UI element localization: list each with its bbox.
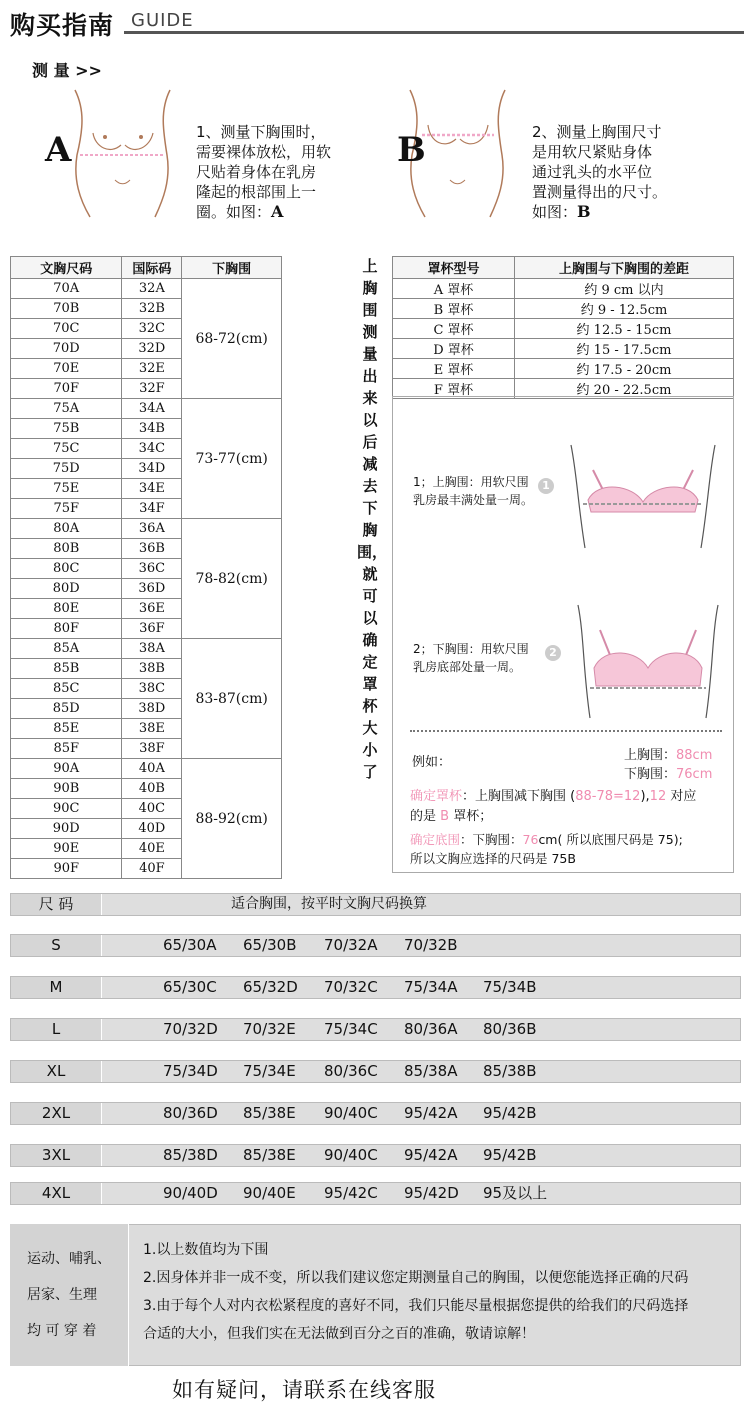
- size-bar: [10, 1102, 741, 1125]
- measure-section-label: 测 量 >>: [32, 61, 102, 80]
- notes-side-line: 运动、哺乳、: [27, 1251, 111, 1267]
- cup-example-text: [410, 787, 730, 827]
- cup-diff-cell: 约 9 - 12.5cm: [515, 299, 734, 319]
- bra-size-cell: 80B: [11, 539, 122, 559]
- measure-a-note: [196, 122, 366, 222]
- measure-a-line: 1、测量下胸围时，: [196, 123, 326, 141]
- bra-size-cell: 75B: [11, 419, 122, 439]
- band-example-result: 所以文胸应选择的尺码是 75B: [410, 851, 576, 866]
- bra-size-cell: 90F: [11, 859, 122, 879]
- intl-size-cell: 40F: [122, 859, 182, 879]
- size-bar-value: 95/42C: [324, 1184, 378, 1202]
- intl-size-cell: 34B: [122, 419, 182, 439]
- bra-size-cell: 75E: [11, 479, 122, 499]
- size-header-intl: 国际码: [122, 257, 182, 279]
- contact-customer-service: 如有疑问，请联系在线客服: [172, 1378, 436, 1402]
- step2-number-badge: 2: [545, 645, 561, 661]
- size-bar-label: 3XL: [11, 1145, 102, 1166]
- size-bar-label: 2XL: [11, 1103, 102, 1124]
- underbust-range-cell: 88-92(cm): [182, 759, 282, 879]
- size-bar-value: 90/40C: [324, 1104, 378, 1122]
- cup-header-type: 罩杯型号: [393, 257, 515, 279]
- intl-size-cell: 36F: [122, 619, 182, 639]
- size-bar-value: 85/38D: [163, 1146, 218, 1164]
- bra-size-cell: 75C: [11, 439, 122, 459]
- intl-size-cell: 32F: [122, 379, 182, 399]
- intl-size-cell: 38F: [122, 739, 182, 759]
- torso-a-illustration: [55, 85, 190, 220]
- measure-a-line: 隆起的根部围上一: [196, 183, 317, 201]
- intl-size-cell: 32A: [122, 279, 182, 299]
- bra-size-cell: 75A: [11, 399, 122, 419]
- size-bar-value: 65/30A: [163, 936, 217, 954]
- intl-size-cell: 34E: [122, 479, 182, 499]
- cup-diff-cell: 约 17.5 - 20cm: [515, 359, 734, 379]
- cup-row: [393, 299, 734, 319]
- measure-a-line: 尺贴着身体在乳房: [196, 163, 317, 181]
- size-bar-value: 95及以上: [483, 1184, 548, 1202]
- size-bar: [10, 934, 741, 957]
- size-bar-label: 尺 码: [11, 894, 102, 915]
- size-bar-label: 4XL: [11, 1183, 102, 1204]
- step2-text: [413, 640, 529, 676]
- bra-size-cell: 80C: [11, 559, 122, 579]
- size-bar-value: 70/32C: [324, 978, 378, 996]
- underbust-range-cell: 83-87(cm): [182, 639, 282, 759]
- size-bar-value: 85/38E: [243, 1146, 296, 1164]
- size-bar-value: 80/36D: [163, 1104, 218, 1122]
- step2-line: 2；下胸围：用软尺围: [413, 642, 529, 656]
- underbust-range-cell: 68-72(cm): [182, 279, 282, 399]
- cup-example-part: 对应: [666, 789, 697, 804]
- band-example-part: cm( 所以底围尺码是 75);: [538, 832, 683, 847]
- bra-lower-illustration: [568, 600, 728, 722]
- step1-text: [413, 473, 533, 509]
- cup-type-cell: D 罩杯: [393, 339, 515, 359]
- intl-size-cell: 32E: [122, 359, 182, 379]
- size-bar-label: XL: [11, 1061, 102, 1082]
- size-bar: [10, 1144, 741, 1167]
- measure-b-line: 置测量得出的尺寸。: [532, 183, 668, 201]
- measure-a-line: 需要裸体放松，用软: [196, 143, 332, 161]
- size-bar: [10, 893, 741, 916]
- intl-size-cell: 36B: [122, 539, 182, 559]
- measure-b-line: 是用软尺紧贴身体: [532, 143, 653, 161]
- bra-size-cell: 90C: [11, 799, 122, 819]
- cup-type-cell: C 罩杯: [393, 319, 515, 339]
- notes-line: 3.由于每个人对内衣松紧程度的喜好不同，我们只能尽量根据您提供的给我们的尺码选择: [143, 1298, 689, 1314]
- bra-size-cell: 70B: [11, 299, 122, 319]
- bra-size-cell: 80F: [11, 619, 122, 639]
- intl-size-cell: 38B: [122, 659, 182, 679]
- size-table: [10, 256, 282, 879]
- size-row: [11, 399, 282, 419]
- notes-list: [143, 1236, 738, 1348]
- measure-b-line: 通过乳头的水平位: [532, 163, 653, 181]
- size-bar-value: 75/34E: [243, 1062, 296, 1080]
- bra-size-cell: 90E: [11, 839, 122, 859]
- size-bar-value: 75/34C: [324, 1020, 378, 1038]
- intl-size-cell: 38E: [122, 719, 182, 739]
- bra-size-cell: 85E: [11, 719, 122, 739]
- size-bar-value: 80/36B: [483, 1020, 537, 1038]
- size-bar: [10, 1182, 741, 1205]
- cup-row: [393, 279, 734, 299]
- measure-a-ref: A: [271, 202, 284, 221]
- bra-size-cell: 70F: [11, 379, 122, 399]
- size-bar: [10, 976, 741, 999]
- bra-upper-illustration: [563, 440, 723, 552]
- size-header-underbust: 下胸围: [182, 257, 282, 279]
- cup-diff-cell: 约 9 cm 以内: [515, 279, 734, 299]
- upper-bust-label: 上胸围：: [624, 748, 677, 763]
- intl-size-cell: 40E: [122, 839, 182, 859]
- measure-b-ref: B: [577, 202, 591, 221]
- size-bar-value: 70/32E: [243, 1020, 296, 1038]
- size-bar-value: 80/36C: [324, 1062, 378, 1080]
- bra-size-cell: 80D: [11, 579, 122, 599]
- size-row: [11, 279, 282, 299]
- intl-size-cell: 32C: [122, 319, 182, 339]
- notes-line: 合适的大小，但我们实在无法做到百分之百的准确，敬请谅解！: [143, 1326, 535, 1342]
- size-bar-value: 95/42A: [404, 1146, 458, 1164]
- figure-a-letter: A: [45, 130, 72, 170]
- size-bar-value: 70/32A: [324, 936, 378, 954]
- intl-size-cell: 40C: [122, 799, 182, 819]
- cup-example-diff: 12: [649, 789, 667, 804]
- cup-example-letter: B: [440, 809, 450, 824]
- size-bar-value: 65/30B: [243, 936, 297, 954]
- bra-size-cell: 70D: [11, 339, 122, 359]
- intl-size-cell: 34A: [122, 399, 182, 419]
- size-bar-value: 90/40C: [324, 1146, 378, 1164]
- bra-size-cell: 85F: [11, 739, 122, 759]
- size-header-bra: 文胸尺码: [11, 257, 122, 279]
- underbust-range-cell: 78-82(cm): [182, 519, 282, 639]
- bra-size-cell: 80E: [11, 599, 122, 619]
- intl-size-cell: 36D: [122, 579, 182, 599]
- example-measurements: [624, 746, 712, 784]
- measure-b-line: 2、测量上胸围尺寸: [532, 123, 662, 141]
- measure-b-note: [532, 122, 722, 222]
- size-bar: [10, 1060, 741, 1083]
- size-row: [11, 639, 282, 659]
- underbust-range-cell: 73-77(cm): [182, 399, 282, 519]
- cup-diff-cell: 约 12.5 - 15cm: [515, 319, 734, 339]
- measure-b-line: 如图：: [532, 203, 578, 221]
- size-bar: [10, 1018, 741, 1041]
- cup-rule-vertical-text: 上胸围测量出来以后减去下胸围，就可以确定罩杯大小了: [357, 257, 388, 781]
- bra-size-cell: 85B: [11, 659, 122, 679]
- size-bar-value: 90/40E: [243, 1184, 296, 1202]
- intl-size-cell: 38D: [122, 699, 182, 719]
- band-example-title: 确定底围: [410, 832, 461, 847]
- size-bar-value: 85/38A: [404, 1062, 458, 1080]
- notes-side-line: 均 可 穿 着: [27, 1323, 97, 1339]
- size-bar-label: S: [11, 935, 102, 956]
- cup-type-cell: A 罩杯: [393, 279, 515, 299]
- step2-line: 乳房底部处量一周。: [413, 660, 522, 674]
- example-label: 例如：: [412, 755, 452, 770]
- cup-diff-cell: 约 20 - 22.5cm: [515, 379, 734, 399]
- size-bar-value: 65/32D: [243, 978, 298, 996]
- header-divider: [124, 31, 744, 34]
- cup-example-part: 的是: [410, 809, 441, 824]
- size-bar-value: 70/32B: [404, 936, 458, 954]
- step1-number-badge: 1: [538, 478, 554, 494]
- size-bar-value: 70/32D: [163, 1020, 218, 1038]
- cup-diff-cell: 约 15 - 17.5cm: [515, 339, 734, 359]
- cup-example-title: 确定罩杯: [410, 789, 463, 804]
- size-row: [11, 759, 282, 779]
- bra-size-cell: 75F: [11, 499, 122, 519]
- bra-size-cell: 90D: [11, 819, 122, 839]
- band-example-part: ：下胸围：: [460, 832, 523, 847]
- bra-size-cell: 80A: [11, 519, 122, 539]
- size-bar-label: M: [11, 977, 102, 998]
- band-example-value: 76: [522, 832, 539, 847]
- size-bar-value: 适合胸围，按平时文胸尺码换算: [231, 896, 427, 912]
- size-bar-value: 95/42D: [404, 1184, 459, 1202]
- cup-example-calc: 88-78=12: [575, 789, 641, 804]
- size-bar-value: 80/36A: [404, 1020, 458, 1038]
- notes-side-panel: [10, 1224, 129, 1366]
- intl-size-cell: 32D: [122, 339, 182, 359]
- example-divider: [410, 730, 722, 732]
- intl-size-cell: 40A: [122, 759, 182, 779]
- size-bar-value: 65/30C: [163, 978, 217, 996]
- bra-size-cell: 85C: [11, 679, 122, 699]
- size-bar-label: L: [11, 1019, 102, 1040]
- size-bar-value: 95/42B: [483, 1104, 537, 1122]
- intl-size-cell: 38A: [122, 639, 182, 659]
- under-bust-value: 76cm: [676, 767, 713, 782]
- size-bar-value: 95/42A: [404, 1104, 458, 1122]
- intl-size-cell: 38C: [122, 679, 182, 699]
- under-bust-label: 下胸围：: [624, 767, 677, 782]
- bra-size-cell: 90B: [11, 779, 122, 799]
- intl-size-cell: 32B: [122, 299, 182, 319]
- intl-size-cell: 40B: [122, 779, 182, 799]
- intl-size-cell: 34C: [122, 439, 182, 459]
- bra-size-cell: 70E: [11, 359, 122, 379]
- size-bar-value: 95/42B: [483, 1146, 537, 1164]
- size-bar-value: 90/40D: [163, 1184, 218, 1202]
- figure-b-letter: B: [397, 130, 426, 170]
- cup-row: [393, 359, 734, 379]
- bra-size-cell: 90A: [11, 759, 122, 779]
- upper-bust-value: 88cm: [676, 748, 713, 763]
- size-bar-value: 85/38B: [483, 1062, 537, 1080]
- notes-side-line: 居家、生理: [27, 1287, 97, 1303]
- bra-size-cell: 85D: [11, 699, 122, 719]
- bra-size-cell: 75D: [11, 459, 122, 479]
- measure-a-line: 圈。如图：: [196, 203, 272, 221]
- size-bar-value: 75/34B: [483, 978, 537, 996]
- cup-type-cell: F 罩杯: [393, 379, 515, 399]
- notes-line: 1.以上数值均为下围: [143, 1242, 269, 1258]
- guide-subtitle: GUIDE: [131, 10, 194, 31]
- intl-size-cell: 34F: [122, 499, 182, 519]
- bra-size-cell: 70A: [11, 279, 122, 299]
- step1-line: 1；上胸围：用软尺围: [413, 475, 529, 489]
- size-bar-value: 75/34D: [163, 1062, 218, 1080]
- intl-size-cell: 40D: [122, 819, 182, 839]
- cup-table: [392, 256, 734, 399]
- band-example-text: [410, 830, 730, 868]
- cup-example-part: ：上胸围减下胸围 (: [462, 789, 576, 804]
- cup-example-part: ),: [640, 789, 650, 804]
- guide-title: 购买指南: [10, 11, 115, 40]
- step1-line: 乳房最丰满处量一周。: [413, 493, 534, 507]
- cup-row: [393, 339, 734, 359]
- size-row: [11, 519, 282, 539]
- bra-size-cell: 70C: [11, 319, 122, 339]
- cup-example-part: 罩杯；: [449, 809, 493, 824]
- size-bar-value: 85/38E: [243, 1104, 296, 1122]
- cup-type-cell: B 罩杯: [393, 299, 515, 319]
- intl-size-cell: 36C: [122, 559, 182, 579]
- intl-size-cell: 34D: [122, 459, 182, 479]
- cup-header-diff: 上胸围与下胸围的差距: [515, 257, 734, 279]
- size-bar-value: 75/34A: [404, 978, 458, 996]
- cup-type-cell: E 罩杯: [393, 359, 515, 379]
- bra-size-cell: 85A: [11, 639, 122, 659]
- notes-line: 2.因身体并非一成不变，所以我们建议您定期测量自己的胸围，以便您能选择正确的尺码: [143, 1270, 689, 1286]
- cup-row: [393, 319, 734, 339]
- intl-size-cell: 36A: [122, 519, 182, 539]
- intl-size-cell: 36E: [122, 599, 182, 619]
